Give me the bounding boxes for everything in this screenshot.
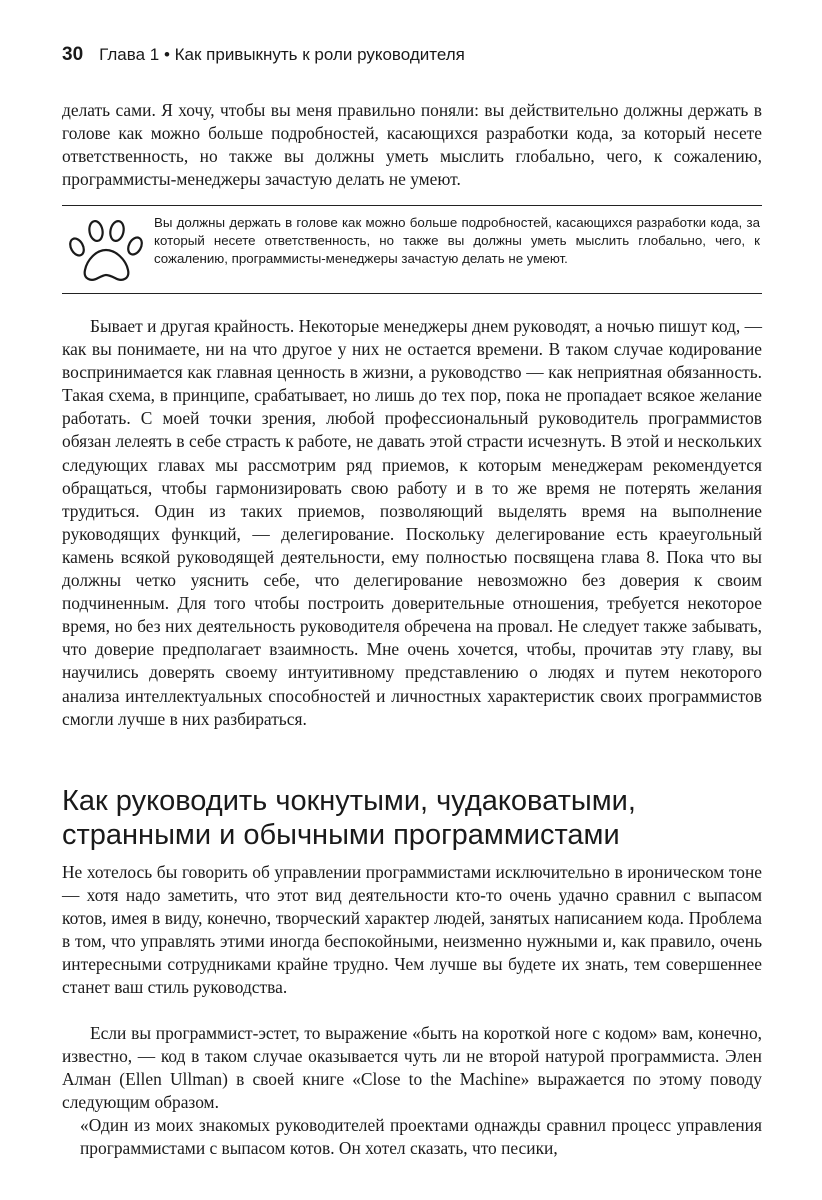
page-number: 30 <box>62 44 84 65</box>
running-title: Глава 1 • Как привыкнуть к роли руководителя <box>99 45 465 64</box>
intro-paragraph: делать сами. Я хочу, чтобы вы меня правильно поняли: вы действительно должны держать в голове как можно больше подробностей, касающихся разработки кода, за который несете ответственность, но также вы должны уметь мыслить глобально, чего, к сожалению, программисты-менеджеры зачастую делать не умеют. <box>62 100 762 190</box>
block-quote: «Один из моих знакомых руководителей проектами однажды сравнил процесс управления программистами с выпасом котов. Он хотел сказать, что песики, <box>80 1115 762 1159</box>
body-paragraph: Бывает и другая крайность. Некоторые менеджеры днем руководят, а ночью пишут код, — как вы понимаете, ни на что другое у них не остается времени. В таком случае кодирование воспринимается как главная ценность в жизни, а руководство — как неприятная обязанность. Такая схема, в принципе, срабатывает, но лишь до тех пор, пока не пропадает всякое желание работать. С моей точки зрения, любой профессиональный руководитель программистов обязан лелеять в себе страсть к работе, не давать этой страсти исчезнуть. В этой и нескольких следующих главах мы рассмотрим ряд приемов, к которым менеджерам рекомендуется обращаться, чтобы гармонизировать свою работу и в то же время не потерять желания трудиться. Один из таких приемов, позволяющий выделять время на выполнение руководящих функций, — делегирование. Поскольку делегирование есть краеугольный камень всякой руководящей деятельности, ему полностью посвящена глава 8. Пока что вы должны четко уяснить себе, что делегирование невозможно без доверия к своим подчиненным. Для того чтобы построить доверительные отношения, требуется некоторое время, но без них деятельность руководителя обречена на провал. Не следует также забывать, что доверие предполагает взаимность. Мне очень хочется, чтобы, прочитав эту главу, вы научились доверять своему интуитивному представлению о людях и путем некоторого анализа интеллектуальных способностей и личностных характеристик своих программистов смогли лучше в них разбираться. <box>62 316 762 729</box>
note-text: Вы должны держать в голове как можно больше подробностей, касающихся разработки кода, за который несете ответственность, но также вы должны уметь мыслить глобально, чего, к сожалению, программисты-менеджеры зачастую делать не умеют. <box>154 215 760 267</box>
section-heading: Как руководить чокнутыми, чудаковатыми, странными и обычными программистами <box>62 785 636 851</box>
section-paragraph-2: Если вы программист-эстет, то выражение «быть на короткой ноге с кодом» вам, конечно, известно, — код в таком случае оказывается чуть ли не второй натурой программиста. Элен Алман (Ellen Ullman) в своей книге «Close to the Machine» выражается по этому поводу следующим образом. <box>62 1023 762 1113</box>
section-paragraph-1: Не хотелось бы говорить об управлении программистами исключительно в ироническом тоне — хотя надо заметить, что этот вид деятельности кто-то очень удачно сравнил с выпасом котов, имея в виду, конечно, творческий характер людей, занятых написанием кода. Проблема в том, что управлять этими иногда беспокойными, неизменно нужными и, как правило, очень интересными сотрудниками крайне трудно. Чем лучше вы будете их знать, тем совершеннее станет ваш стиль руководства. <box>62 862 762 998</box>
page-header <box>62 42 762 68</box>
note-box <box>62 205 762 294</box>
paw-print-icon <box>66 218 148 286</box>
